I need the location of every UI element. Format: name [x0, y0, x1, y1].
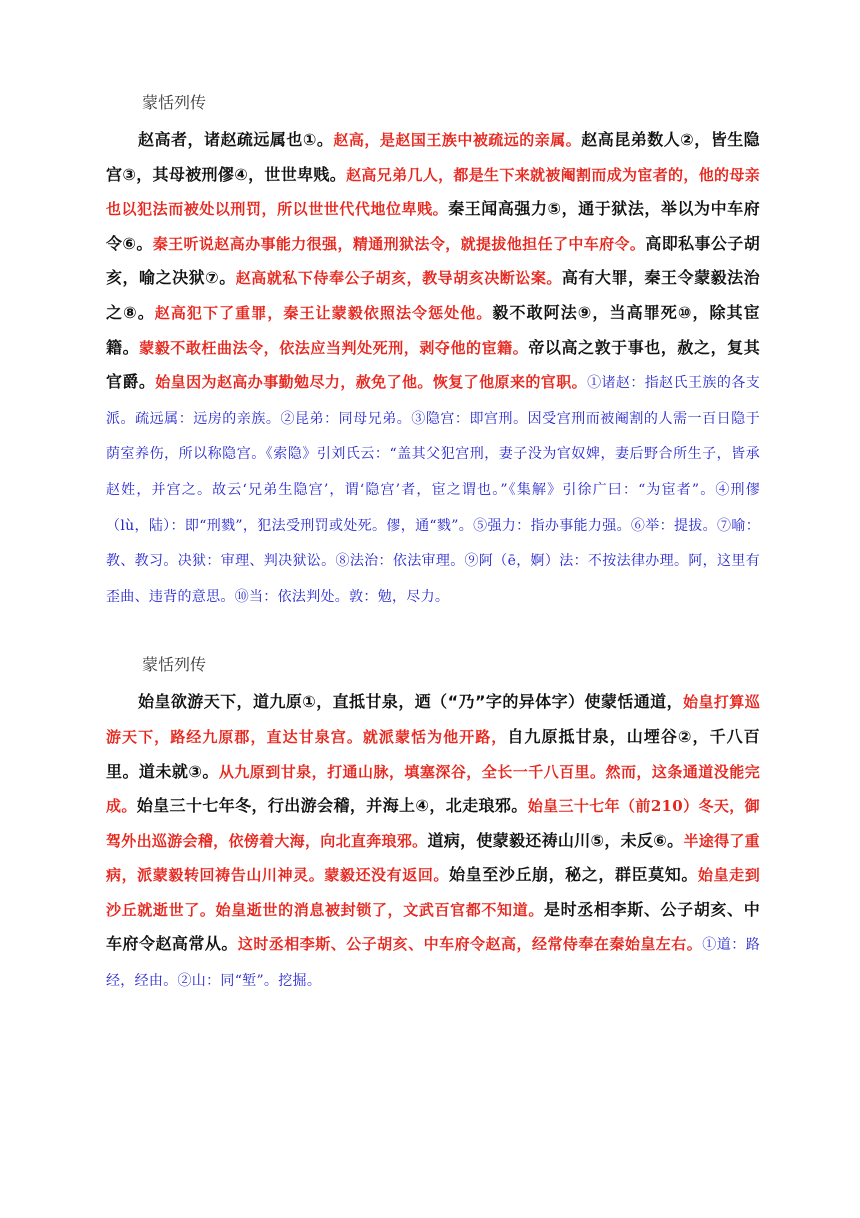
translation-text: 赵高，是赵国王族中被疏远的亲属。 — [333, 131, 582, 149]
translation-text: 秦王听说赵高办事能力很强，精通刑狱法令，就提拔他担任了中车府令。 — [152, 234, 646, 253]
annotation-notes: ①道：路经，经由。②山：同“堑”。挖掘。 — [106, 937, 760, 990]
original-text: 毅不敢阿法⑨，当高罪死⑩，除其宦籍。 — [106, 302, 760, 357]
original-text: 秦王闻高强力⑤，通于狱法，举以为中车府令⑥。 — [106, 199, 760, 253]
passage-section — [106, 88, 760, 614]
section-title: 蒙恬列传 — [142, 93, 207, 112]
translation-text: 始皇打算巡游天下，路经九原郡，直达甘泉宫。就派蒙恬为他开路， — [106, 693, 760, 746]
translation-text: 赵高就私下侍奉公子胡亥，教导胡亥决断讼案。 — [235, 269, 562, 288]
original-text: 自九原抵甘泉，山堙谷②，千八百里。道未就③。 — [106, 726, 760, 781]
original-text: 道病，使蒙毅还祷山川⑤，未反⑥。 — [427, 830, 684, 850]
translation-text: 始皇走到沙丘就逝世了。始皇逝世的消息被封锁了，文武百官都不知道。 — [106, 866, 760, 919]
translation-text: 始皇三十七年（前210）冬天，御驾外出巡游会稽，依傍着大海，向北直奔琅邪。 — [106, 797, 760, 850]
original-text: 赵高者，诸赵疏远属也①。 — [138, 130, 334, 149]
passage-section — [106, 650, 760, 998]
translation-text: 蒙毅不敢枉曲法令，依法应当判处死刑，剥夺他的宦籍。 — [139, 338, 529, 357]
translation-text: 从九原到甘泉，打通山脉，填塞深谷，全长一千八百里。然而，这条通道没能完成。 — [106, 762, 760, 816]
translation-text: 赵高犯下了重罪，秦王让蒙毅依照法令惩处他。 — [154, 303, 493, 322]
section-title: 蒙恬列传 — [142, 655, 207, 675]
translation-text: 赵高兄弟几人，都是生下来就被阉割而成为宦者的，他的母亲也以犯法而被处以刑罚，所以世世代代地位卑贱。 — [106, 165, 760, 219]
original-text: 赵高昆弟数人②，皆生隐宫③，其母被刑僇④，世世卑贱。 — [106, 130, 760, 184]
translation-text: 半途得了重病，派蒙毅转回祷告山川神灵。蒙毅还没有返回。 — [106, 831, 760, 885]
original-text: 帝以高之敦于事也，赦之，复其官爵。 — [106, 337, 760, 392]
original-text: 高即私事公子胡亥，喻之决狱⑦。 — [106, 233, 760, 288]
original-text: 高有大罪，秦王令蒙毅法治之⑧。 — [106, 268, 760, 322]
passage-paragraph — [106, 685, 760, 998]
original-text: 始皇三十七年冬，行出游会稽，并海上④，北走琅邪。 — [136, 796, 528, 816]
original-text: 是时丞相李斯、公子胡亥、中车府令赵高常从。 — [106, 899, 760, 954]
translation-text: 始皇因为赵高办事勤勉尽力，赦免了他。恢复了他原来的官职。 — [155, 373, 588, 392]
annotation-notes: ①诸赵：指赵氏王族的各支派。疏远属：远房的亲族。②昆弟：同母兄弟。③隐宫：即宫刑。因受宫刑而被阉割的人需一百日隐于荫室养伤，所以称隐宫。《索隐》引刘氏云：“盖其父犯宫刑，妻子没为官奴婢，妻后野合所生子，皆承赵姓，并宫之。故云‘兄弟生隐宫’，谓‘隐宫’者，宦之谓也。”《集解》引徐广曰：“为宦者”。④刑僇（lù，陆）：即“刑戮”，犯法受刑罚或处死。僇，通“戮”。⑤强力：指办事能力强。⑥举：提拔。⑦喻：教、教习。决狱：审理、判决狱讼。⑧法治：依法审理。⑨阿（ē，婀）法：不按法律办理。阿，这里有歪曲、违背的意思。⑩当：依法判处。敦：勉，尽力。 — [106, 375, 760, 605]
original-text: 始皇欲游天下，道九原①，直抵甘泉，迺（“乃”字的异体字）使蒙恬通道， — [138, 692, 683, 712]
original-text: 始皇至沙丘崩，秘之，群臣莫知。 — [449, 865, 698, 885]
translation-text: 这时丞相李斯、公子胡亥、中车府令赵高，经常侍奉在秦始皇左右。 — [237, 935, 703, 954]
passage-paragraph — [106, 123, 760, 614]
